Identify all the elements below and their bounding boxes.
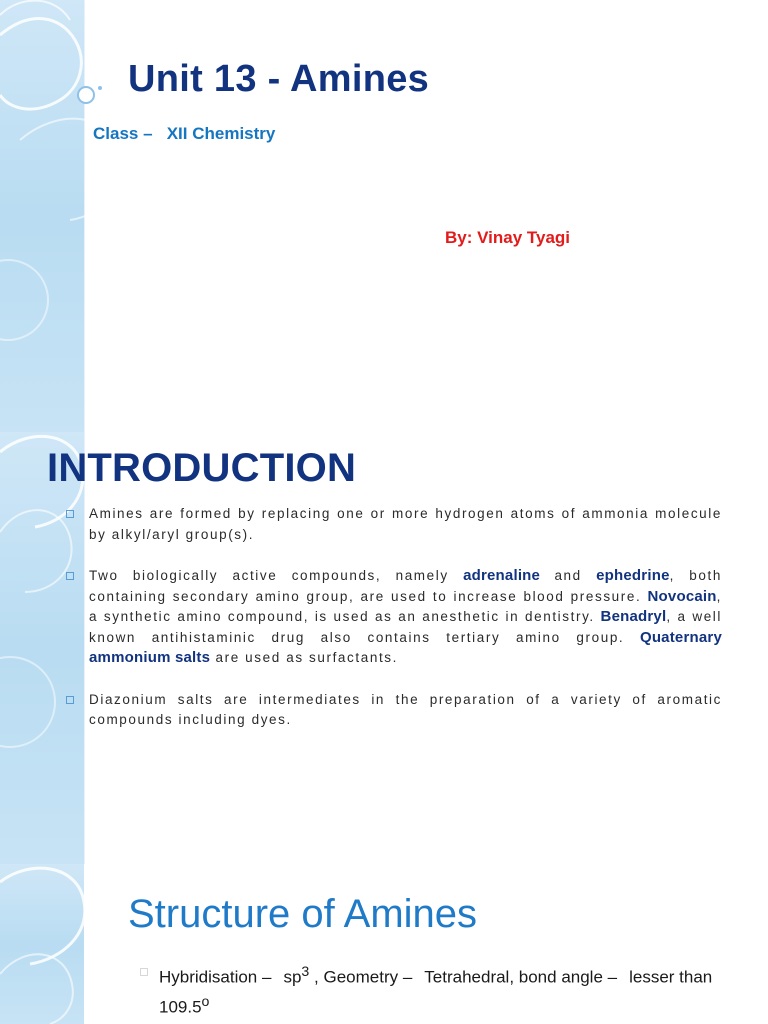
sp-text: sp xyxy=(283,967,302,987)
slide-title: Structure of Amines xyxy=(128,892,478,936)
slide-title: Unit 13 - Amines xyxy=(128,58,430,100)
title-slide xyxy=(0,0,768,432)
bullet-item xyxy=(66,690,722,731)
square-bullet-icon xyxy=(66,510,74,518)
bullet-text: Two biologically active compounds, namely xyxy=(89,568,464,583)
bond-angle-text: Tetrahedral, bond angle – xyxy=(424,967,618,987)
bullet-text: Diazonium salts are intermediates in the preparation of a variety of aromatic compounds including dyes. xyxy=(89,691,722,727)
superscript: 3 xyxy=(301,964,310,980)
hybridisation-label: Hybridisation – xyxy=(159,967,272,987)
square-bullet-icon xyxy=(66,696,74,704)
square-bullet-icon xyxy=(140,968,148,976)
bullet-text: are used as surfactants. xyxy=(210,650,398,665)
swirl-decoration xyxy=(0,864,130,1024)
slide-title: INTRODUCTION xyxy=(47,446,357,490)
bullet-list xyxy=(66,504,722,752)
highlight-term: Novocain xyxy=(647,587,717,605)
introduction-slide xyxy=(0,432,768,864)
bullet-text: , a well known antihistaminic drug also contains tertiary amino group. xyxy=(89,609,722,645)
square-bullet-icon xyxy=(66,572,74,580)
degree-symbol: o xyxy=(201,993,210,1010)
author-line: By: Vinay Tyagi xyxy=(445,228,571,247)
geometry-text: , Geometry – xyxy=(309,967,413,987)
bullet-text: , a synthetic amino compound, is used as an anesthetic in dentistry. xyxy=(89,588,722,624)
bullet-item xyxy=(66,566,722,669)
bullet-text: , both containing secondary amino group, are used to increase blood pressure. xyxy=(89,568,722,604)
bullet-text xyxy=(159,960,749,1019)
bullet-text: and xyxy=(540,568,597,583)
swirl-decoration xyxy=(0,0,130,432)
highlight-term: adrenaline xyxy=(463,567,541,584)
angle-value-text: lesser than 109.5 xyxy=(159,967,713,1017)
slide-subtitle: Class – XII Chemistry xyxy=(93,124,276,143)
highlight-term: Benadryl xyxy=(600,608,667,625)
highlight-term: Quaternary ammonium salts xyxy=(89,628,722,666)
bullet-text: Amines are formed by replacing one or more hydrogen atoms of ammonia molecule by alkyl/aryl group(s). xyxy=(89,506,722,542)
bullet-item xyxy=(66,504,722,545)
structure-slide xyxy=(0,864,768,1024)
highlight-term: ephedrine xyxy=(596,567,670,584)
